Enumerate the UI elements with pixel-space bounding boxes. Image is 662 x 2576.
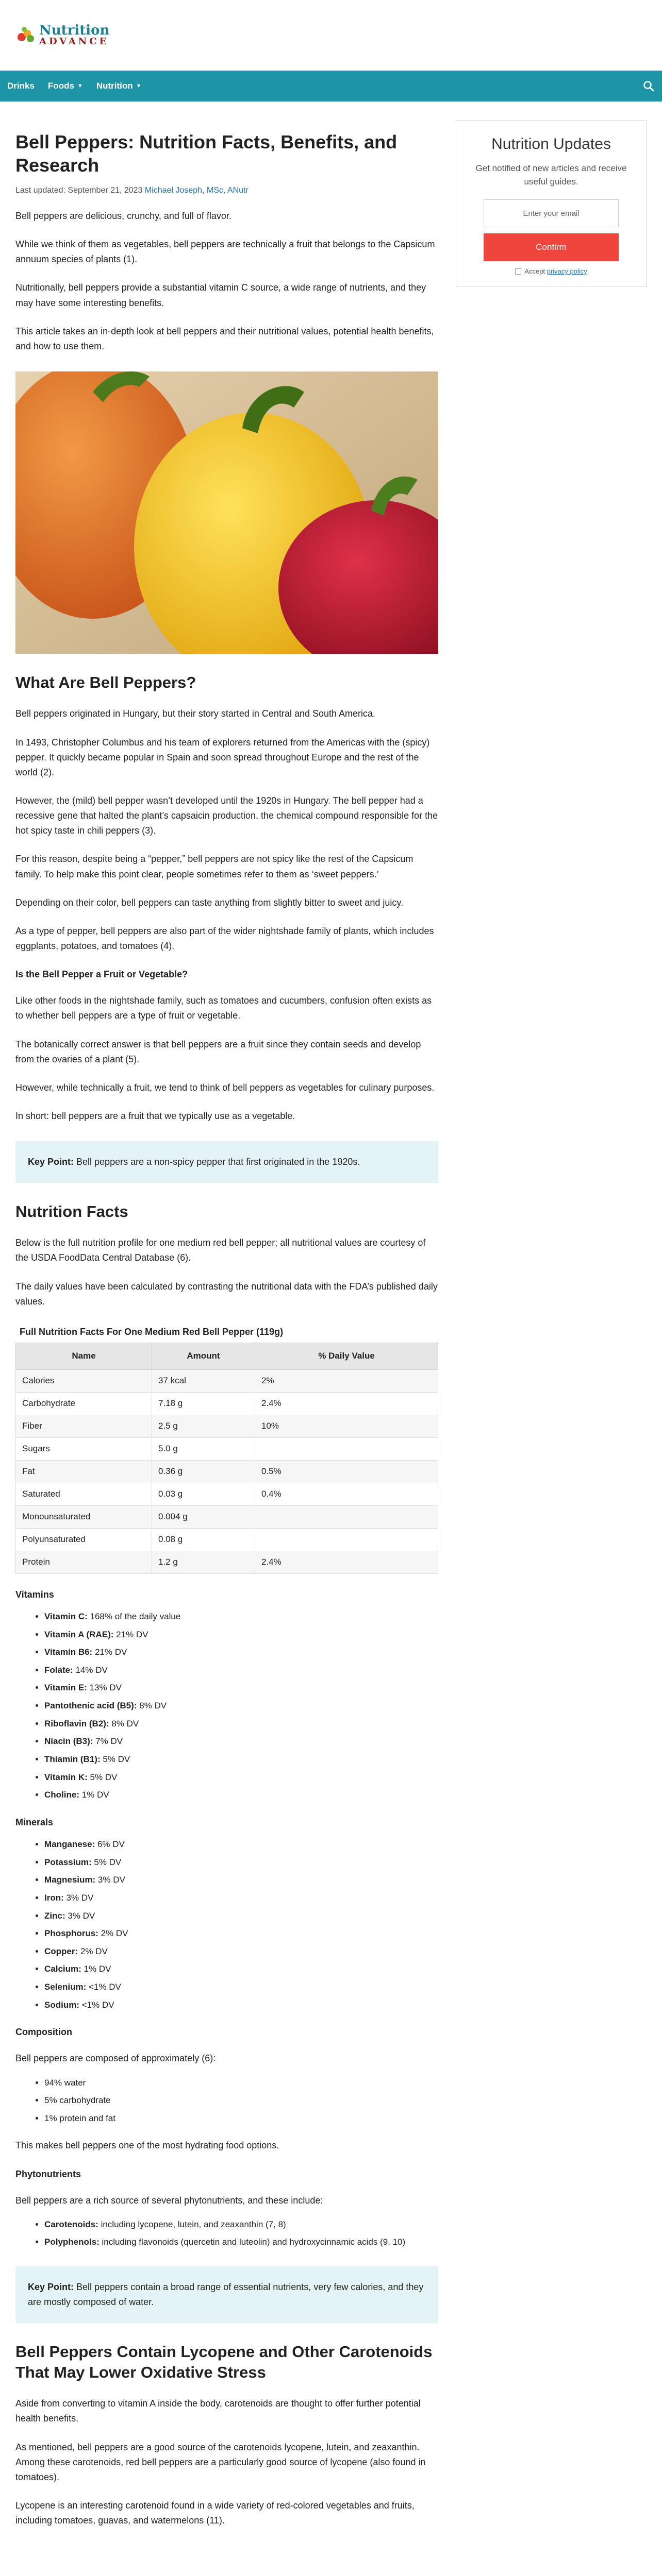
list-item-value: 8% DV [109,1718,139,1728]
list-item-value: 14% DV [73,1665,108,1675]
list-item-value: 2% DV [98,1928,128,1939]
table-cell: 7.18 g [152,1392,255,1415]
list-item-label: Niacin (B3): [44,1736,93,1747]
table-cell: 0.004 g [152,1505,255,1528]
nav-label: Foods [47,81,74,91]
nav-item-nutrition[interactable] [96,81,142,91]
list-item [44,1611,438,1623]
key-point-label: Key Point: [28,1157,74,1167]
list-item [44,1700,438,1713]
privacy-label: Accept [524,267,545,275]
section-heading: What Are Bell Peppers? [15,673,196,692]
list-item-value: 1% DV [81,1964,111,1974]
table-cell: Saturated [16,1483,152,1505]
search-icon[interactable] [642,80,655,92]
intro-paragraph: While we think of them as vegetables, bell peppers are technically a fruit that belongs to the Capsicum annuum species of plants (1). [15,239,435,265]
table-cell: 10% [255,1415,438,1437]
list-item-label: Pantothenic acid (B5): [44,1701,137,1711]
email-input[interactable]: Enter your email [484,199,619,227]
paragraph: This makes bell peppers one of the most hydrating food options. [15,2140,279,2151]
list-item [44,1771,438,1784]
paragraph: However, the (mild) bell pepper wasn’t developed until the 1920s in Hungary. The bell pepper had a recessive gene that halted the plant’s capsaicin production, the chemical compound responsible for the hot spicy taste in chili peppers (3). [15,795,438,836]
list-item-value: including flavonoids (quercetin and luteolin) and hydroxycinnamic acids (9, 10) [99,2237,406,2247]
list-item-label: Calcium: [44,1964,81,1974]
list-item-value: 8% DV [137,1701,167,1711]
logo-text-nutrition: Nutrition [39,23,110,38]
list-item-label: Phosphorus: [44,1928,98,1939]
list-item [44,1753,438,1766]
table-cell: Monounsaturated [16,1505,152,1528]
list-item-value: 3% DV [63,1892,94,1903]
list-item: • 1% protein and fat [44,2112,438,2125]
table-cell: 0.03 g [152,1483,255,1505]
chevron-down-icon: ▼ [77,83,83,89]
table-cell: 2.4% [255,1392,438,1415]
list-item-value: 1% DV [79,1790,109,1800]
list-item [44,1629,438,1641]
section-heading: Bell Peppers Contain Lycopene and Other Carotenoids That May Lower Oxidative Stress [15,2342,433,2381]
vitamins-list [44,1611,438,1802]
table-header-row [16,1343,438,1369]
list-item [44,1789,438,1802]
intro-paragraph: This article takes an in-depth look at bell peppers and their nutritional values, potential health benefits, and how to use them. [15,326,434,351]
list-item [44,1963,438,1976]
nav-item-drinks[interactable] [7,81,35,91]
key-point-box [15,2266,438,2323]
table-row [16,1392,438,1415]
list-item-label: Polyphenols: [44,2237,100,2247]
list-item-label: Selenium: [44,1982,87,1992]
key-point-label: Key Point: [28,2282,74,2293]
list-item-label: Folate: [44,1665,73,1675]
table-row [16,1528,438,1551]
subsection-heading: Minerals [15,1817,54,1827]
table-row [16,1551,438,1573]
table-row [16,1369,438,1392]
list-item-value: 21% DV [92,1647,127,1657]
table-cell: Calories [16,1369,152,1392]
table-cell: 5.0 g [152,1437,255,1460]
logo-text-advance: ADVANCE [39,36,109,47]
list-item-label: Vitamin B6: [44,1647,93,1657]
list-item-value: 3% DV [65,1910,95,1921]
list-item-value: 7% DV [93,1736,123,1747]
list-item: • 94% water [44,2077,438,2090]
table-cell: 0.08 g [152,1528,255,1551]
table-cell: 0.36 g [152,1460,255,1483]
author-link[interactable]: Michael Joseph, MSc, ANutr [144,186,249,195]
table-cell: Protein [16,1551,152,1573]
sidebar [456,101,647,2528]
privacy-consent [471,267,632,275]
table-cell: 0.4% [255,1483,438,1505]
paragraph: Bell peppers are composed of approximately (6): [15,2053,216,2064]
table-cell [255,1505,438,1528]
list-item-label: Vitamin A (RAE): [44,1629,114,1639]
composition-list [44,2077,438,2125]
list-item-value: 5% DV [91,1857,122,1867]
table-row [16,1415,438,1437]
table-title: Full Nutrition Facts For One Medium Red Bell Pepper (119g) [20,1326,284,1337]
intro-paragraph: Nutritionally, bell peppers provide a substantial vitamin C source, a wide range of nutrients, and they may have some interesting benefits. [15,282,426,308]
list-item-value: 5% DV [87,1772,118,1782]
bell-peppers-hero-image [15,371,438,654]
paragraph: The botanically correct answer is that bell peppers are a fruit since they contain seeds and develop from the ovaries of a plant (5). [15,1039,421,1064]
list-item-value: <1% DV [86,1982,121,1992]
list-item-label: Vitamin E: [44,1683,87,1693]
paragraph: Bell peppers originated in Hungary, but their story started in Central and South America. [15,708,376,719]
list-item-value: <1% DV [79,1999,114,2010]
article-title: Bell Peppers: Nutrition Facts, Benefits, and Research [15,131,398,176]
list-item-value: 3% DV [95,1875,125,1885]
widget-title: Nutrition Updates [491,135,611,152]
article [15,101,438,2528]
site-logo[interactable] [15,14,109,56]
chevron-down-icon: ▼ [136,83,142,89]
main-nav [0,71,662,101]
list-item-label: Choline: [44,1790,79,1800]
list-item-label: Magnesium: [44,1875,96,1885]
list-item-label: Zinc: [44,1910,65,1921]
paragraph: Depending on their color, bell peppers can taste anything from slightly bitter to sweet and juicy. [15,897,404,908]
list-item-value: 5% DV [100,1754,130,1765]
section-heading: Nutrition Facts [15,1202,128,1221]
paragraph: Like other foods in the nightshade family, such as tomatoes and cucumbers, confusion often exists as to whether bell peppers are a type of fruit or vegetable. [15,995,432,1021]
list-item-label: Potassium: [44,1857,92,1867]
key-point-box [15,1141,438,1183]
list-item [44,1910,438,1923]
subsection-heading: Vitamins [15,1589,54,1600]
logo-fruits-icon [15,25,36,45]
phytonutrients-list [44,2218,438,2249]
list-item [44,1927,438,1940]
article-meta [15,186,438,195]
list-item [44,1718,438,1731]
table-cell: Carbohydrate [16,1392,152,1415]
paragraph: As a type of pepper, bell peppers are also part of the wider nightshade family of plants, which includes eggplants, potatoes, and tomatoes (4). [15,925,434,952]
list-item-label: Copper: [44,1946,78,1956]
table-cell: 0.5% [255,1460,438,1483]
paragraph: However, while technically a fruit, we tend to think of bell peppers as vegetables for culinary purposes. [15,1082,435,1093]
widget-description: Get notified of new articles and receive useful guides. [475,163,627,187]
paragraph: For this reason, despite being a “pepper,” bell peppers are not spicy like the rest of the Capsicum family. To help make this point clear, people sometimes refer to them as ‘sweet peppers.’ [15,854,413,879]
privacy-policy-link[interactable]: privacy policy [547,267,587,275]
newsletter-widget [456,120,647,287]
table-row [16,1460,438,1483]
site-header [0,0,662,71]
table-row [16,1437,438,1460]
table-cell: Fat [16,1460,152,1483]
table-cell: Sugars [16,1437,152,1460]
list-item [44,1664,438,1677]
minerals-list [44,1838,438,2011]
list-item-value: 2% DV [78,1946,108,1956]
list-item [44,1892,438,1905]
intro-paragraph: Bell peppers are delicious, crunchy, and full of flavor. [15,211,231,221]
nutrition-table [15,1343,438,1574]
list-item-label: Vitamin C: [44,1611,88,1621]
table-cell [255,1437,438,1460]
list-item-label: Riboflavin (B2): [44,1718,109,1728]
table-cell [255,1528,438,1551]
paragraph: Aside from converting to vitamin A inside the body, carotenoids are thought to offer further potential health benefits. [15,2398,421,2424]
list-item [44,1874,438,1887]
paragraph: Lycopene is an interesting carotenoid found in a wide variety of red-colored vegetables and fruits, including tomatoes, guavas, and watermelons (11). [15,2500,415,2526]
list-item-label: Vitamin K: [44,1772,88,1782]
confirm-button[interactable]: Confirm [484,233,619,261]
list-item [44,1856,438,1869]
paragraph: As mentioned, bell peppers are a good source of the carotenoids lycopene, lutein, and zeaxanthin. Among these carotenoids, red bell peppers are a particularly good source of lycopene (also found in tomatoes). [15,2442,426,2482]
table-header: Amount [152,1343,255,1369]
list-item-label: Carotenoids: [44,2219,98,2229]
table-header: % Daily Value [255,1343,438,1369]
subsection-heading: Phytonutrients [15,2168,81,2179]
list-item-value: including lycopene, lutein, and zeaxanthin (7, 8) [98,2219,286,2229]
nav-item-foods[interactable] [48,81,83,91]
subsection-heading: Is the Bell Pepper a Fruit or Vegetable? [15,969,188,980]
paragraph: Below is the full nutrition profile for one medium red bell pepper; all nutritional values are courtesy of the USDA FoodData Central Database (6). [15,1238,426,1263]
list-item [44,1981,438,1994]
nav-label: Drinks [7,81,35,91]
paragraph: In 1493, Christopher Columbus and his team of explorers returned from the Americas with the (spicy) pepper. It quickly became popular in Spain and soon spread throughout Europe and the rest of the world (2). [15,737,430,777]
key-point-text: Bell peppers are a non-spicy pepper that first originated in the 1920s. [74,1157,360,1167]
list-item [44,1735,438,1748]
list-item-value: 21% DV [113,1629,148,1639]
list-item [44,1646,438,1659]
table-row [16,1505,438,1528]
list-item-value: 6% DV [95,1839,125,1849]
list-item [44,1945,438,1958]
table-cell: 1.2 g [152,1551,255,1573]
table-cell: 2% [255,1369,438,1392]
table-row [16,1483,438,1505]
last-updated: Last updated: September 21, 2023 [15,186,143,195]
key-point-text: Bell peppers contain a broad range of essential nutrients, very few calories, and they are mostly composed of water. [28,2282,424,2307]
table-cell: 37 kcal [152,1369,255,1392]
list-item [44,1682,438,1694]
privacy-checkbox[interactable] [515,268,521,275]
list-item-label: Iron: [44,1892,64,1903]
list-item-value: 168% of the daily value [87,1611,181,1621]
list-item-label: Manganese: [44,1839,95,1849]
list-item-label: Thiamin (B1): [44,1754,101,1765]
paragraph: The daily values have been calculated by contrasting the nutritional data with the FDA’s published daily values. [15,1281,438,1307]
paragraph: In short: bell peppers are a fruit that we typically use as a vegetable. [15,1111,295,1122]
table-cell: 2.5 g [152,1415,255,1437]
nav-label: Nutrition [96,81,133,91]
list-item [44,1999,438,2012]
table-cell: Polyunsaturated [16,1528,152,1551]
list-item: • 5% carbohydrate [44,2094,438,2107]
list-item [44,1838,438,1851]
list-item [44,2236,438,2249]
list-item-value: 13% DV [87,1683,122,1693]
table-cell: Fiber [16,1415,152,1437]
list-item-label: Sodium: [44,1999,79,2010]
table-cell: 2.4% [255,1551,438,1573]
subsection-heading: Composition [15,2027,72,2038]
table-header: Name [16,1343,152,1369]
paragraph: Bell peppers are a rich source of several phytonutrients, and these include: [15,2195,323,2206]
list-item [44,2218,438,2231]
